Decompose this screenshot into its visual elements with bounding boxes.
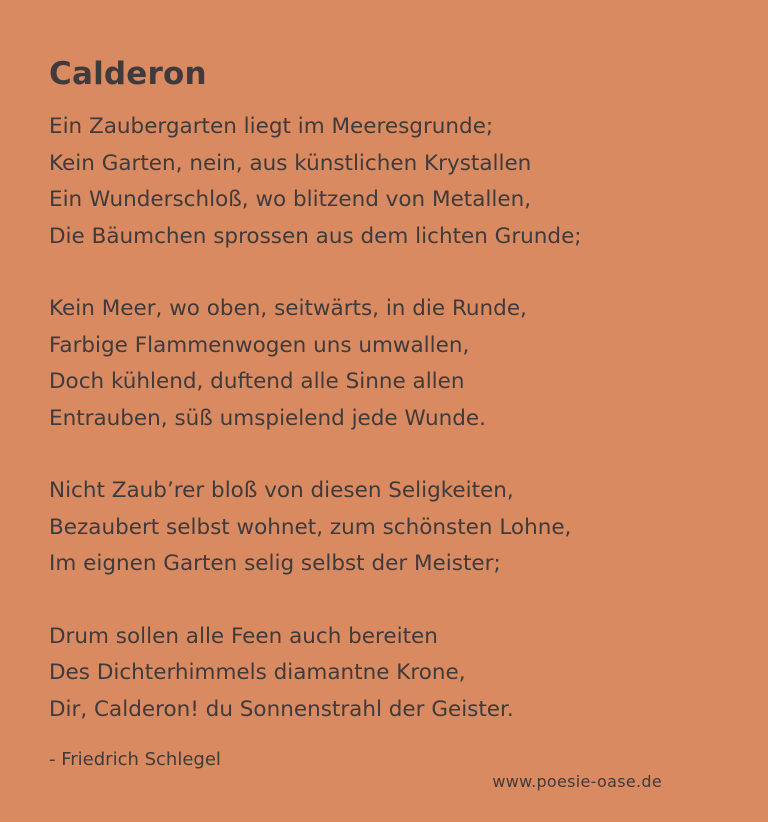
poem-body <box>49 109 739 764</box>
poem-line: Des Dichterhimmels diamantne Krone, <box>49 660 466 685</box>
poem-line: Dir, Calderon! du Sonnenstrahl der Geister. <box>49 696 514 722</box>
poem-line: Drum sollen alle Feen auch bereiten <box>49 623 438 649</box>
poem-line: Bezaubert selbst wohnet, zum schönsten Lohne, <box>49 514 572 540</box>
stanza-1 <box>49 109 739 255</box>
poem-line: Kein Meer, wo oben, seitwärts, in die Runde, <box>49 296 527 321</box>
poem-line: Die Bäumchen sprossen aus dem lichten Grunde; <box>49 223 582 249</box>
poem-line: Entrauben, süß umspielend jede Wunde. <box>49 405 486 431</box>
poem-line: Im eignen Garten selig selbst der Meister; <box>49 551 501 576</box>
poem-line: Ein Wunderschloß, wo blitzend von Metallen, <box>49 187 532 212</box>
poem-author: - Friedrich Schlegel <box>49 749 221 770</box>
poem-line: Kein Garten, nein, aus künstlichen Krystallen <box>49 150 532 176</box>
website-link[interactable]: www.poesie-oase.de <box>492 772 662 791</box>
stanza-3 <box>49 473 739 583</box>
poem-line: Doch kühlend, duftend alle Sinne allen <box>49 369 465 394</box>
poem-line: Ein Zaubergarten liegt im Meeresgrunde; <box>49 114 494 139</box>
poem-line: Farbige Flammenwogen uns umwallen, <box>49 332 470 358</box>
stanza-4 <box>49 619 739 729</box>
stanza-2 <box>49 291 739 437</box>
poem-title: Calderon <box>49 56 207 92</box>
poem-line: Nicht Zaub’rer bloß von diesen Seligkeiten, <box>49 478 514 503</box>
